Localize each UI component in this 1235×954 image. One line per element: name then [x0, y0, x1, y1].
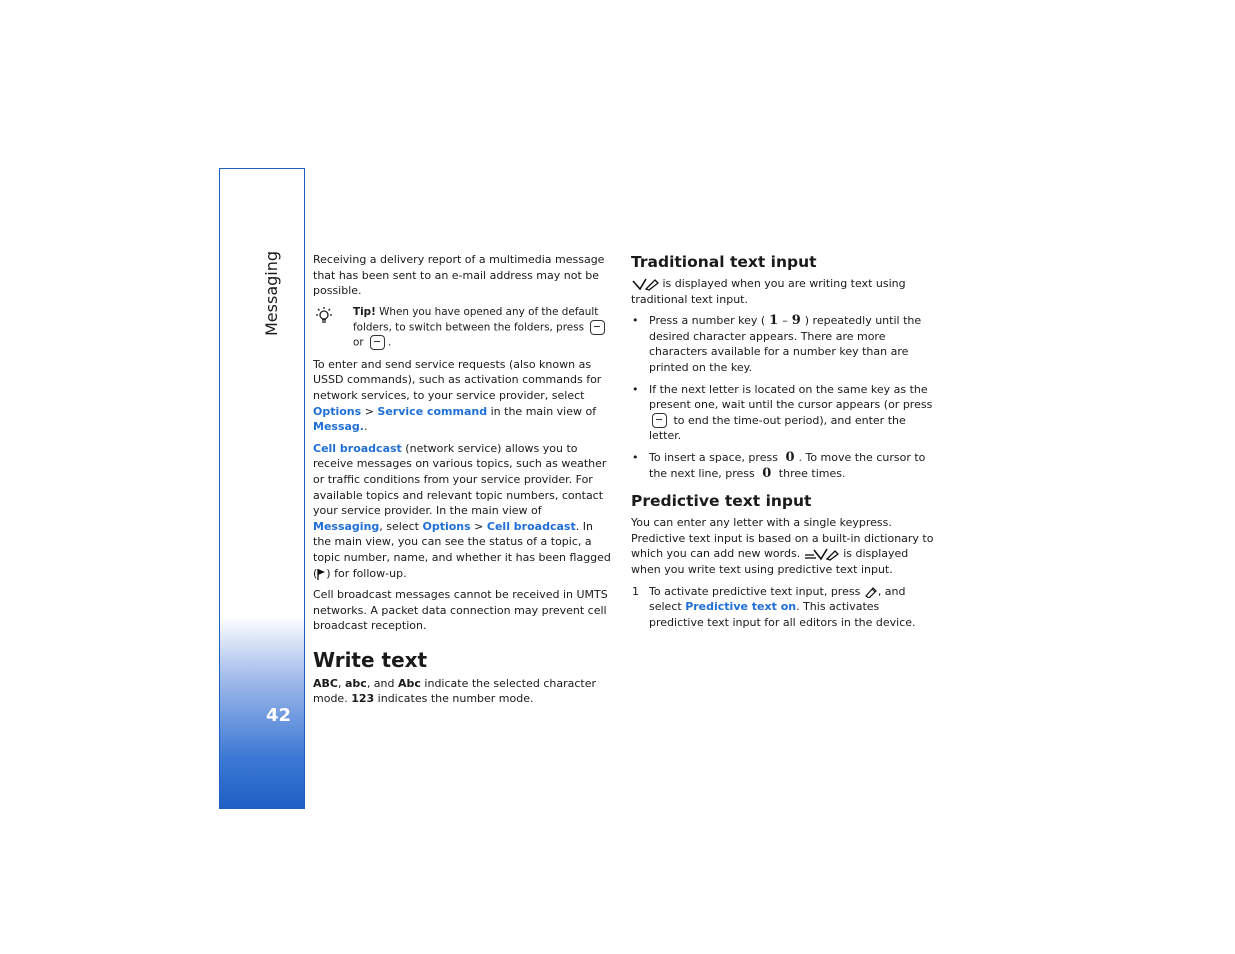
text: in the main view of — [487, 404, 597, 418]
mode-abc-upper: ABC — [313, 676, 338, 690]
traditional-text-heading: Traditional text input — [631, 253, 817, 271]
scroll-key-icon-3 — [652, 413, 667, 428]
scroll-key-icon — [590, 320, 605, 335]
scroll-key-icon-2 — [370, 335, 385, 350]
text: (network service) allows you to receive messages on various topics, such as weather or traffic conditions from your service provider. For available topics and relevant topic numbers, contact your service provider. In the main view of — [313, 441, 607, 518]
text: To enter and send service requests (also known as USSD commands), such as activation commands for network services, to your service provider, select — [313, 357, 602, 402]
lightbulb-icon — [313, 305, 335, 327]
service-command-link[interactable]: Service command — [377, 404, 488, 418]
messag-link[interactable]: Messag. — [313, 420, 364, 434]
text: . — [363, 420, 368, 434]
list-item — [631, 382, 936, 444]
text: If the next letter is located on the same key as the present one, wait until the cursor appears (or press — [649, 382, 933, 412]
tip-text: When you have opened any of the default folders, to switch between the folders, press — [353, 305, 599, 334]
text: . To move the cursor to the next line, press — [649, 450, 926, 480]
flag-icon — [317, 568, 326, 580]
cell-broadcast-paragraph — [313, 441, 613, 581]
write-text-heading: Write text — [313, 647, 428, 672]
predictive-steps — [631, 584, 936, 631]
key-0-icon: 0 — [785, 449, 795, 465]
predictive-input-icon — [804, 547, 840, 561]
predictive-text-heading: Predictive text input — [631, 492, 812, 511]
text: To insert a space, press — [649, 450, 782, 464]
mode-abc-lower: abc — [344, 676, 367, 690]
separator: > — [470, 519, 487, 533]
mode-number: 123 — [351, 692, 375, 706]
predictive-text-on-link[interactable]: Predictive text on — [685, 600, 797, 614]
text: Press a number key ( — [649, 314, 766, 328]
text: . This activates predictive text input for all editors in the device. — [649, 600, 916, 629]
service-requests-paragraph — [313, 357, 613, 435]
text: , and — [366, 676, 398, 690]
traditional-bullets — [631, 313, 936, 481]
predictive-intro — [631, 515, 936, 577]
list-item — [631, 584, 936, 631]
options-link-2[interactable]: Options — [422, 519, 471, 533]
text: , select — [379, 519, 423, 533]
key-0-icon-2: 0 — [762, 465, 772, 481]
text: to end the time-out period), and enter the letter. — [649, 413, 906, 443]
text: , and select — [649, 584, 906, 614]
key-9-icon: 9 — [791, 313, 801, 329]
messaging-link[interactable]: Messaging — [313, 519, 380, 533]
text: You can enter any letter with a single keypress. Predictive text input is based on a built-in dictionary to which you can add new words. — [631, 516, 934, 561]
step-number: 1 — [632, 584, 639, 598]
text: To activate predictive text input, press — [649, 584, 864, 598]
character-mode-paragraph — [313, 676, 613, 707]
text: . In the main view, you can see the status of a topic, a topic number, name, and whether it has been flagged ( — [313, 519, 611, 580]
tip-or: or — [353, 336, 367, 349]
cell-broadcast-link-2[interactable]: Cell broadcast — [486, 519, 576, 533]
page-number: 42 — [266, 705, 292, 726]
tip-end: . — [387, 336, 392, 349]
options-link[interactable]: Options — [313, 404, 362, 418]
text: – — [782, 314, 788, 328]
traditional-intro — [631, 276, 936, 307]
mode-abc-title: Abc — [398, 676, 421, 690]
key-1-icon: 1 — [769, 313, 779, 329]
text: indicate the selected character mode. — [313, 676, 597, 706]
right-column — [631, 252, 936, 630]
text: ) repeatedly until the desired character appears. There are more characters available for a number key than are printed on the key. — [649, 314, 922, 374]
text: is displayed when you write text using predictive text input. — [631, 547, 909, 576]
text: indicates the number mode. — [374, 692, 534, 706]
pencil-key-icon — [864, 586, 878, 598]
left-column — [313, 252, 613, 713]
list-item — [631, 450, 936, 481]
section-label: Messaging — [262, 250, 281, 336]
tip-label: Tip! — [353, 305, 376, 318]
separator: > — [361, 404, 378, 418]
delivery-report-paragraph: Receiving a delivery report of a multimedia message that has been sent to an e-mail address may not be possible. — [313, 253, 605, 298]
text: is displayed when you are writing text using traditional text input. — [631, 277, 906, 306]
list-item — [631, 313, 936, 375]
tip-block — [313, 305, 613, 351]
text: , — [337, 676, 345, 690]
cell-broadcast-link[interactable]: Cell broadcast — [313, 441, 402, 455]
umts-paragraph: Cell broadcast messages cannot be received in UMTS networks. A packet data connection may prevent cell broadcast reception. — [313, 588, 608, 633]
traditional-input-icon — [631, 277, 659, 291]
text: ) for follow-up. — [326, 566, 407, 580]
text: three times. — [775, 466, 846, 480]
